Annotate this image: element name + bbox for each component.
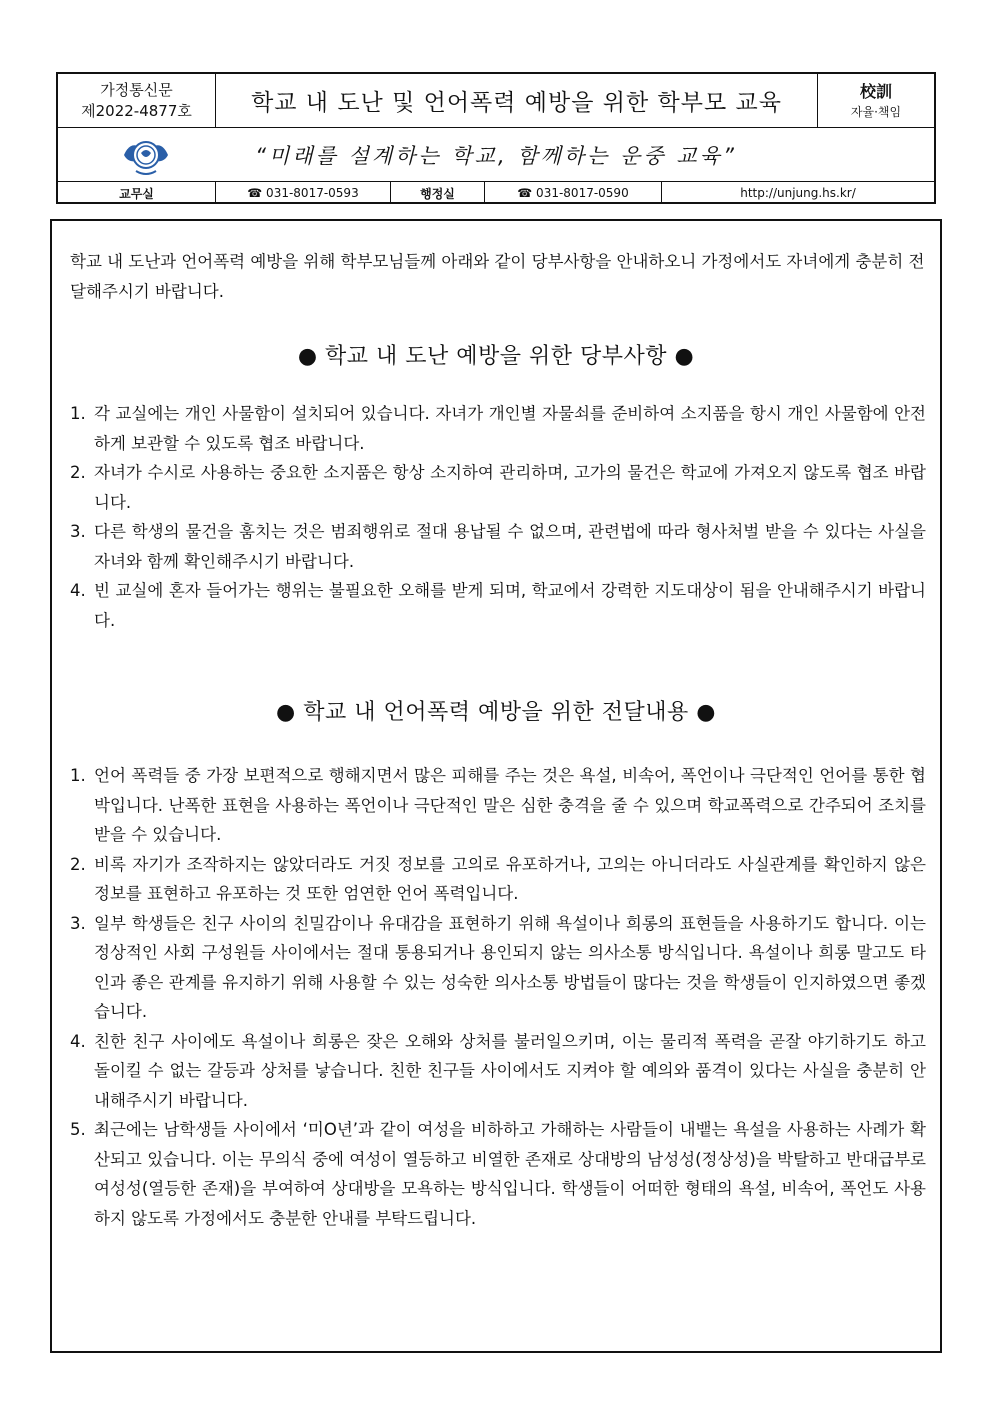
newsletter-id-cell [58,74,216,127]
office2-phone: ☎ 031-8017-0590 [485,182,662,204]
list-item: 4. 친한 친구 사이에도 욕설이나 희롱은 잦은 오해와 상처를 불러일으키며, 이는 물리적 폭력을 곧잘 야기하기도 하고 돌이킬 수 없는 갈등과 상처를 낳습니다. 친한 친구들 사이에서도 지켜야 할 예의와 품격이 있다는 사실을 충분히 안내해주시기 바랍니다. [70,1031,926,1110]
list-item: 2. 자녀가 수시로 사용하는 중요한 소지품은 항상 소지하여 관리하며, 고가의 물건은 학교에 가져오지 않도록 협조 바랍니다. [70,463,926,512]
verbal-abuse-prevention-list [70,761,926,1233]
list-item: 4. 빈 교실에 혼자 들어가는 행위는 불필요한 오해를 받게 되며, 학교에서 강력한 지도대상이 됨을 안내해주시기 바랍니다. [70,581,926,630]
office1-phone: ☎ 031-8017-0593 [216,182,391,204]
newsletter-header [56,72,936,204]
list-item: 3. 일부 학생들은 친구 사이의 친밀감이나 유대감을 표현하기 위해 욕설이나 희롱의 표현들을 사용하기도 합니다. 이는 정상적인 사회 구성원들 사이에서는 절대 통용되거나 용인되지 않는 의사소통 방식입니다. 욕설이나 희롱 말고도 타인과 좋은 관계를 유지하기 위해 사용할 수 있는 성숙한 의사소통 방법들이 많다는 것을 학생들이 인지하였으면 좋겠습니다. [70,913,926,1021]
section-theft-title: ● 학교 내 도난 예방을 위한 당부사항 ● [297,344,695,369]
issue-number: 제2022-4877호 [81,101,192,120]
header-contact-row [58,182,934,204]
list-item: 3. 다른 학생의 물건을 훔치는 것은 범죄행위로 절대 용납될 수 없으며, 관련법에 따라 형사처벌 받을 수 있다는 사실을 자녀와 함께 확인해주시기 바랍니다. [70,522,926,571]
office1-label: 교무실 [58,182,216,204]
list-item: 5. 최근에는 남학생들 사이에서 ‘미O년’과 같이 여성을 비하하고 가해하는 사람들이 내뱉는 욕설을 사용하는 사례가 확산되고 있습니다. 이는 무의식 중에 여성이 열등하고 비열한 존재로 상대방의 남성성(정상성)을 박탈하고 반대급부로 여성성(열등한 존재)을 부여하여 상대방을 모욕하는 방식입니다. 학생들이 어떠한 형태의 욕설, 비속어, 폭언도 사용하지 않도록 가정에서도 충분한 안내를 부탁드립니다. [70,1120,926,1228]
section-verbal-abuse-title: ● 학교 내 언어폭력 예방을 위한 전달내용 ● [276,700,716,725]
header-slogan-row [58,128,934,182]
school-motto [818,74,934,127]
list-item: 2. 비록 자기가 조작하지는 않았더라도 거짓 정보를 고의로 유포하거나, 고의는 아니더라도 사실관계를 확인하지 않은 정보를 표현하고 유포하는 것 또한 엄연한 언어 폭력입니다. [70,854,926,903]
motto-label: 校訓 [859,81,892,101]
motto-value: 자율·책임 [850,104,902,119]
theft-prevention-list [70,399,926,635]
list-item: 1. 언어 폭력들 중 가장 보편적으로 행해지면서 많은 피해를 주는 것은 욕설, 비속어, 폭언이나 극단적인 언어를 통한 협박입니다. 난폭한 표현을 사용하는 폭언이나 극단적인 말은 심한 충격을 줄 수 있으며 학교폭력으로 간주되어 조치를 받을 수 있습니다. [70,766,926,844]
newsletter-label: 가정통신문 [100,80,173,99]
school-slogan: “미래를 설계하는 학교, 함께하는 운중 교육” [255,143,737,168]
header-top-row [58,74,934,128]
list-item: 1. 각 교실에는 개인 사물함이 설치되어 있습니다. 자녀가 개인별 자물쇠를 준비하여 소지품을 항시 개인 사물함에 안전하게 보관할 수 있도록 협조 바랍니다. [70,404,926,453]
intro-paragraph: 학교 내 도난과 언어폭력 예방을 위해 학부모님들께 아래와 같이 당부사항을 안내하오니 가정에서도 자녀에게 충분히 전달해주시기 바랍니다. [70,252,925,301]
school-website-link[interactable]: http://unjung.hs.kr/ [740,186,856,200]
letter-body [50,219,942,1353]
document-title: 학교 내 도난 및 언어폭력 예방을 위한 학부모 교육 [216,74,818,127]
office2-label: 행정실 [391,182,485,204]
